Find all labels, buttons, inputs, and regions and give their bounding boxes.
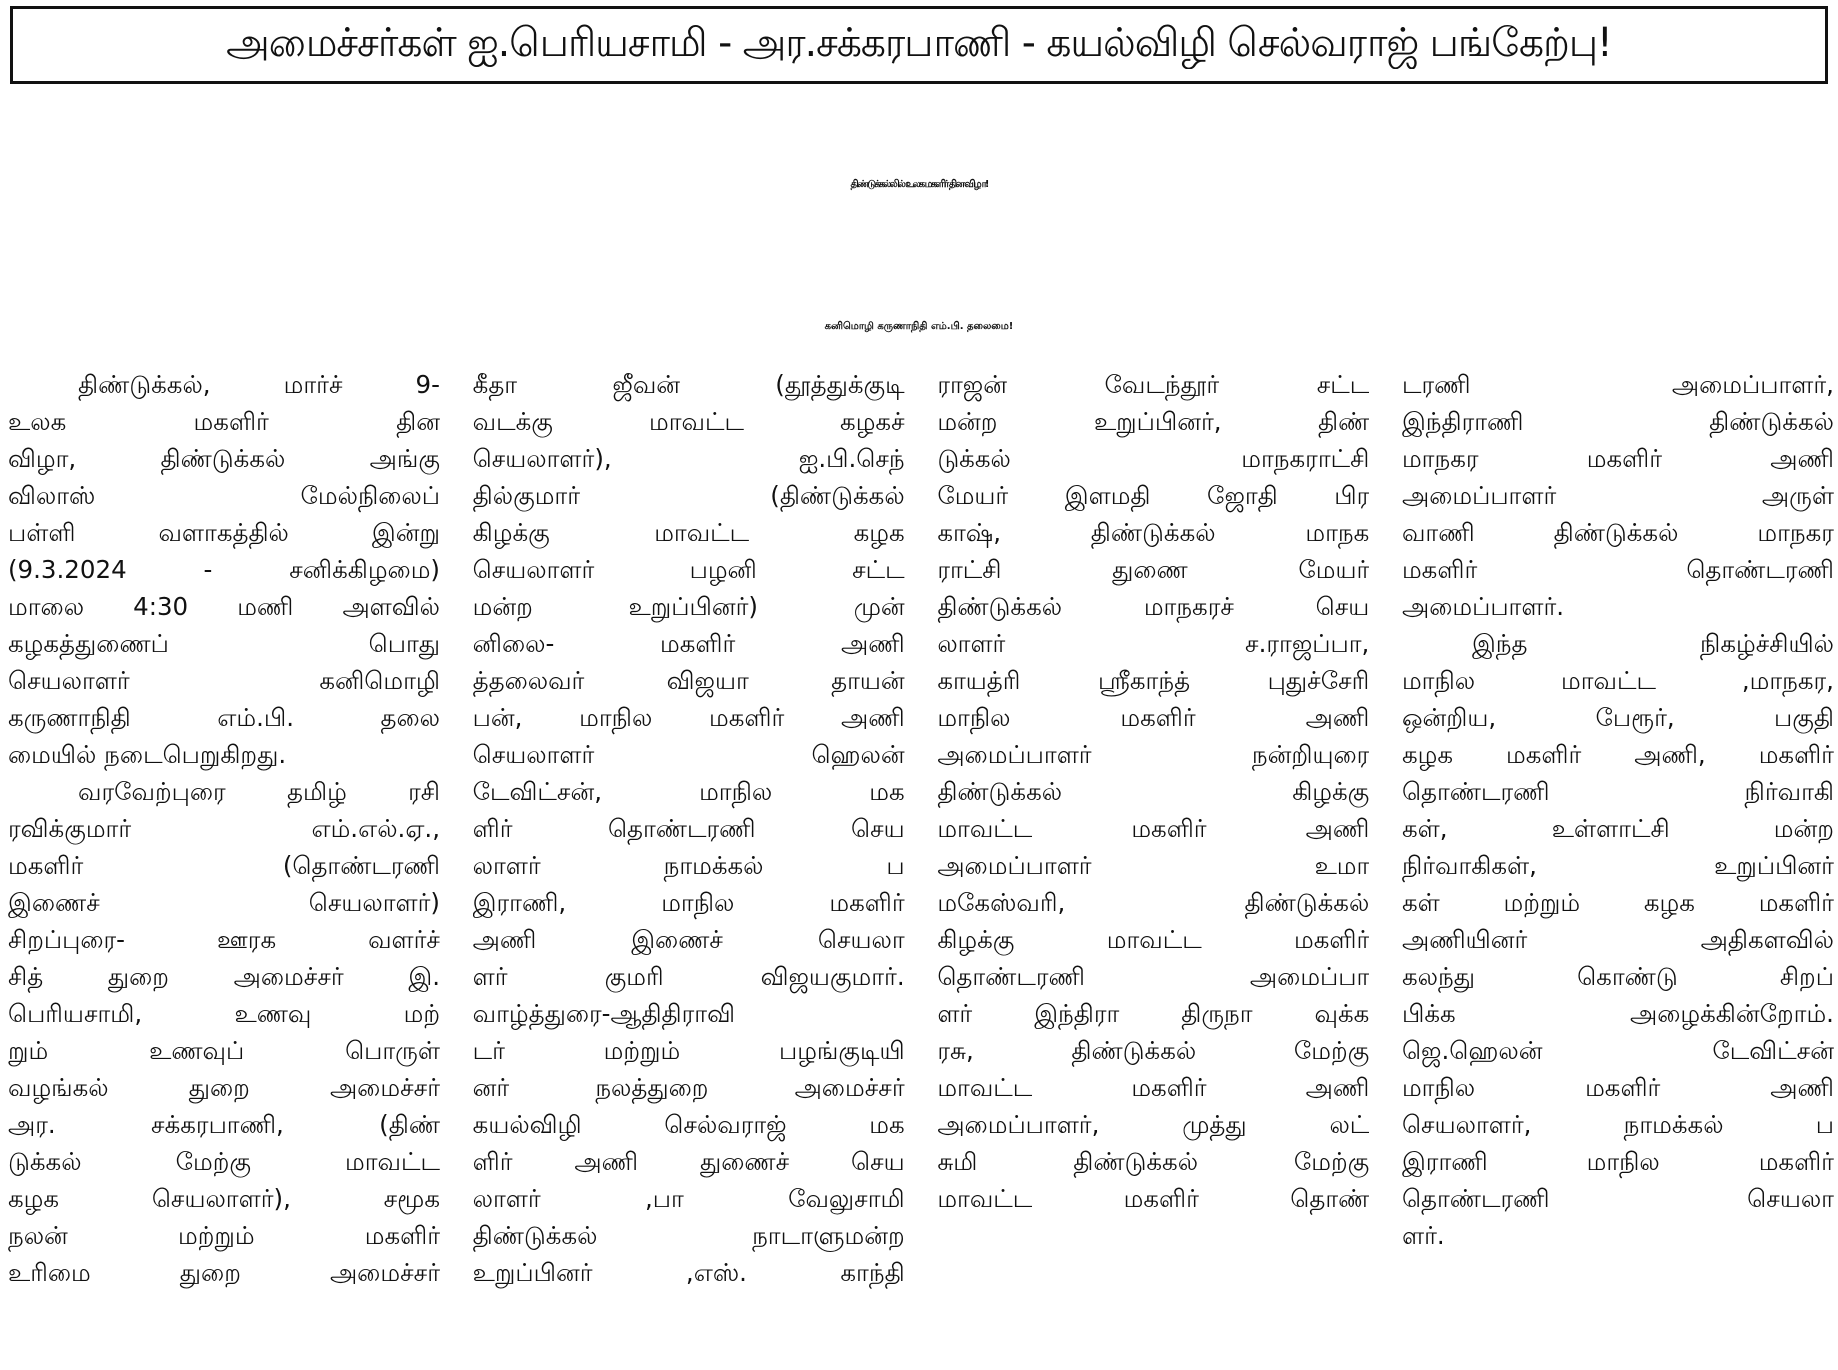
column-line: செயலாளர் ஹெலன் — [472, 740, 905, 769]
column-line: ராட்சி துணை மேயர் — [937, 555, 1370, 584]
column-line: லாளர் ,பா வேலுசாமி — [472, 1184, 905, 1213]
column-line: பன், மாநில மகளிர் அணி — [472, 703, 905, 732]
column-line: (9.3.2024 - சனிக்கிழமை) — [8, 555, 440, 584]
column-line: கள் மற்றும் கழக மகளிர் — [1401, 888, 1834, 917]
column-line: செயலாளர் பழனி சட்ட — [472, 555, 905, 584]
column-line: மையில் நடைபெறுகிறது. — [8, 740, 287, 769]
column-line: சிறப்புரை- ஊரக வளர்ச் — [8, 925, 440, 954]
column-line: மாவட்ட மகளிர் அணி — [937, 1073, 1370, 1102]
column-line: இராணி மாநில மகளிர் — [1401, 1147, 1834, 1176]
kicker-box — [10, 6, 1828, 84]
column-line: டேவிட்சன், மாநில மக — [472, 777, 905, 806]
column-line: ரசு, திண்டுக்கல் மேற்கு — [937, 1036, 1370, 1065]
column-line: செயலாளர் கனிமொழி — [8, 666, 440, 695]
column-line: மன்ற உறுப்பினர்) முன் — [472, 592, 905, 621]
column-line: காஷ், திண்டுக்கல் மாநக — [937, 518, 1370, 547]
column-line: கிழக்கு மாவட்ட மகளிர் — [937, 925, 1370, 954]
column-line: பெரியசாமி, உணவு மற் — [8, 999, 440, 1028]
column-line: டர் மற்றும் பழங்குடியி — [472, 1036, 905, 1065]
column-line: வழங்கல் துறை அமைச்சர் — [8, 1073, 440, 1102]
column-line: மன்ற உறுப்பினர், திண் — [937, 407, 1370, 436]
column-line: அர. சக்கரபாணி, (திண் — [8, 1110, 440, 1139]
column-line: அமைப்பாளர் உமா — [937, 851, 1370, 880]
column-line: செயலாளர், நாமக்கல் ப — [1401, 1110, 1834, 1139]
column-line: ளிர் அணி துணைச் செய — [472, 1147, 905, 1176]
column-line: பிக்க அழைக்கின்றோம். — [1401, 999, 1834, 1028]
column-line: உரிமை துறை அமைச்சர் — [8, 1258, 440, 1287]
column-line: சுமி திண்டுக்கல் மேற்கு — [937, 1147, 1370, 1176]
column-line: மேயர் இளமதி ஜோதி பிர — [937, 481, 1370, 510]
column-line: தொண்டரணி அமைப்பா — [937, 962, 1370, 991]
column-line: மாவட்ட மகளிர் தொண் — [937, 1184, 1370, 1213]
column-line: இராணி, மாநில மகளிர் — [472, 888, 905, 917]
column-line: இணைச் செயலாளர்) — [8, 888, 440, 917]
column-line: கருணாநிதி எம்.பி. தலை — [8, 703, 440, 732]
column-line: திண்டுக்கல் கிழக்கு — [937, 777, 1370, 806]
column-line: லாளர் நாமக்கல் ப — [472, 851, 905, 880]
column-line: கிழக்கு மாவட்ட கழக — [472, 518, 905, 547]
column-line: செயலாளர்), ஐ.பி.செந் — [472, 444, 905, 473]
column-line: கழக செயலாளர்), சமூக — [8, 1184, 440, 1213]
column-line: மாநில மாவட்ட ,மாநகர, — [1401, 666, 1834, 695]
column-line: மகேஸ்வரி, திண்டுக்கல் — [937, 888, 1370, 917]
column-line: றும் உணவுப் பொருள் — [8, 1036, 440, 1065]
column-line: ஜெ.ஹெலன் டேவிட்சன் — [1401, 1036, 1834, 1065]
column-line: த்தலைவர் விஜயா தாயன் — [472, 666, 905, 695]
column-line: ளிர் தொண்டரணி செய — [472, 814, 905, 843]
column-line: அமைப்பாளர் அருள் — [1401, 481, 1834, 510]
column-line: ளர் குமரி விஜயகுமார். — [472, 962, 905, 991]
column-line: மாநில மகளிர் அணி — [1401, 1073, 1834, 1102]
column-line: நலன் மற்றும் மகளிர் — [8, 1221, 440, 1250]
column-line: இந்திராணி திண்டுக்கல் — [1401, 407, 1834, 436]
column-line: னிலை- மகளிர் அணி — [472, 629, 905, 658]
column-line: கழக மகளிர் அணி, மகளிர் — [1401, 740, 1834, 769]
column-line: மாநில மகளிர் அணி — [937, 703, 1370, 732]
column-line: மாவட்ட மகளிர் அணி — [937, 814, 1370, 843]
column-line: மாநகர மகளிர் அணி — [1401, 444, 1834, 473]
column-line: அமைப்பாளர், முத்து லட் — [937, 1110, 1370, 1139]
column-line: ரவிக்குமார் எம்.எல்.ஏ., — [8, 814, 440, 843]
column-line: வரவேற்புரை தமிழ் ரசி — [78, 777, 440, 806]
column-line: காயத்ரி ஸ்ரீகாந்த் புதுச்சேரி — [937, 666, 1370, 695]
column-line: கயல்விழி செல்வராஜ் மக — [472, 1110, 905, 1139]
column-line: வாணி திண்டுக்கல் மாநகர — [1401, 518, 1834, 547]
column-line: வடக்கு மாவட்ட கழகச் — [472, 407, 905, 436]
column-line: திண்டுக்கல் மாநகரச் செய — [937, 592, 1370, 621]
column-line: ஒன்றிய, பேரூர், பகுதி — [1401, 703, 1834, 732]
column-line: டுக்கல் மேற்கு மாவட்ட — [8, 1147, 440, 1176]
column-line: கழகத்துணைப் பொது — [8, 629, 440, 658]
subheadline: கனிமொழி கருணாநிதி எம்.பி. தலைமை! — [824, 321, 1014, 332]
column-line: இந்த நிகழ்ச்சியில் — [1471, 629, 1834, 658]
column-line: நிர்வாகிகள், உறுப்பினர் — [1401, 851, 1834, 880]
column-line: கள், உள்ளாட்சி மன்ற — [1401, 814, 1834, 843]
column-line: உறுப்பினர் ,எஸ். காந்தி — [472, 1258, 905, 1287]
column-line: அணியினர் அதிகளவில் — [1401, 925, 1834, 954]
kicker-line: அமைச்சர்கள் ஐ.பெரியசாமி - அர.சக்கரபாணி - கயல்விழி செல்வராஜ் பங்கேற்பு! — [226, 19, 1612, 66]
column-line: வாழ்த்துரை-ஆதிதிராவி — [472, 999, 735, 1028]
column-line: விலாஸ் மேல்நிலைப் — [8, 481, 440, 510]
column-line: விழா, திண்டுக்கல் அங்கு — [8, 444, 440, 473]
column-line: அமைப்பாளர். — [1401, 592, 1565, 621]
article-column-3 — [937, 366, 1369, 1366]
column-line: கீதா ஜீவன் (தூத்துக்குடி — [472, 370, 905, 399]
column-line: மகளிர் தொண்டரணி — [1401, 555, 1834, 584]
column-line: னர் நலத்துறை அமைச்சர் — [472, 1073, 905, 1102]
column-line: திண்டுக்கல், மார்ச் 9- — [78, 370, 440, 399]
column-line: தொண்டரணி நிர்வாகி — [1401, 777, 1834, 806]
column-line: அணி இணைச் செயலா — [472, 925, 905, 954]
column-line: கலந்து கொண்டு சிறப் — [1401, 962, 1834, 991]
column-line: மாலை 4:30 மணி அளவில் — [8, 592, 440, 621]
column-line: அமைப்பாளர் நன்றியுரை — [937, 740, 1370, 769]
article-column-4 — [1402, 366, 1834, 1366]
column-line: ளர் இந்திரா திருநா வுக்க — [937, 999, 1370, 1028]
column-line: டரணி அமைப்பாளர், — [1401, 370, 1834, 399]
column-line: லாளர் ச.ராஜப்பா, — [937, 629, 1370, 658]
column-line: ளர். — [1401, 1221, 1445, 1250]
column-line: தில்குமார் (திண்டுக்கல் — [472, 481, 905, 510]
column-line: பள்ளி வளாகத்தில் இன்று — [8, 518, 440, 547]
column-line: தொண்டரணி செயலா — [1401, 1184, 1834, 1213]
article-column-2 — [473, 366, 905, 1366]
column-line: ராஜன் வேடந்தூர் சட்ட — [937, 370, 1370, 399]
article-body — [8, 366, 1834, 1366]
column-line: டுக்கல் மாநகராட்சி — [937, 444, 1370, 473]
headline: திண்டுக்கல்லில் உலக மகளிர் தின விழா! — [850, 179, 988, 190]
article-column-1 — [8, 366, 440, 1366]
column-line: திண்டுக்கல் நாடாளுமன்ற — [472, 1221, 905, 1250]
column-line: மகளிர் (தொண்டரணி — [8, 851, 440, 880]
column-line: உலக மகளிர் தின — [8, 407, 440, 436]
column-line: சித் துறை அமைச்சர் இ. — [8, 962, 440, 991]
